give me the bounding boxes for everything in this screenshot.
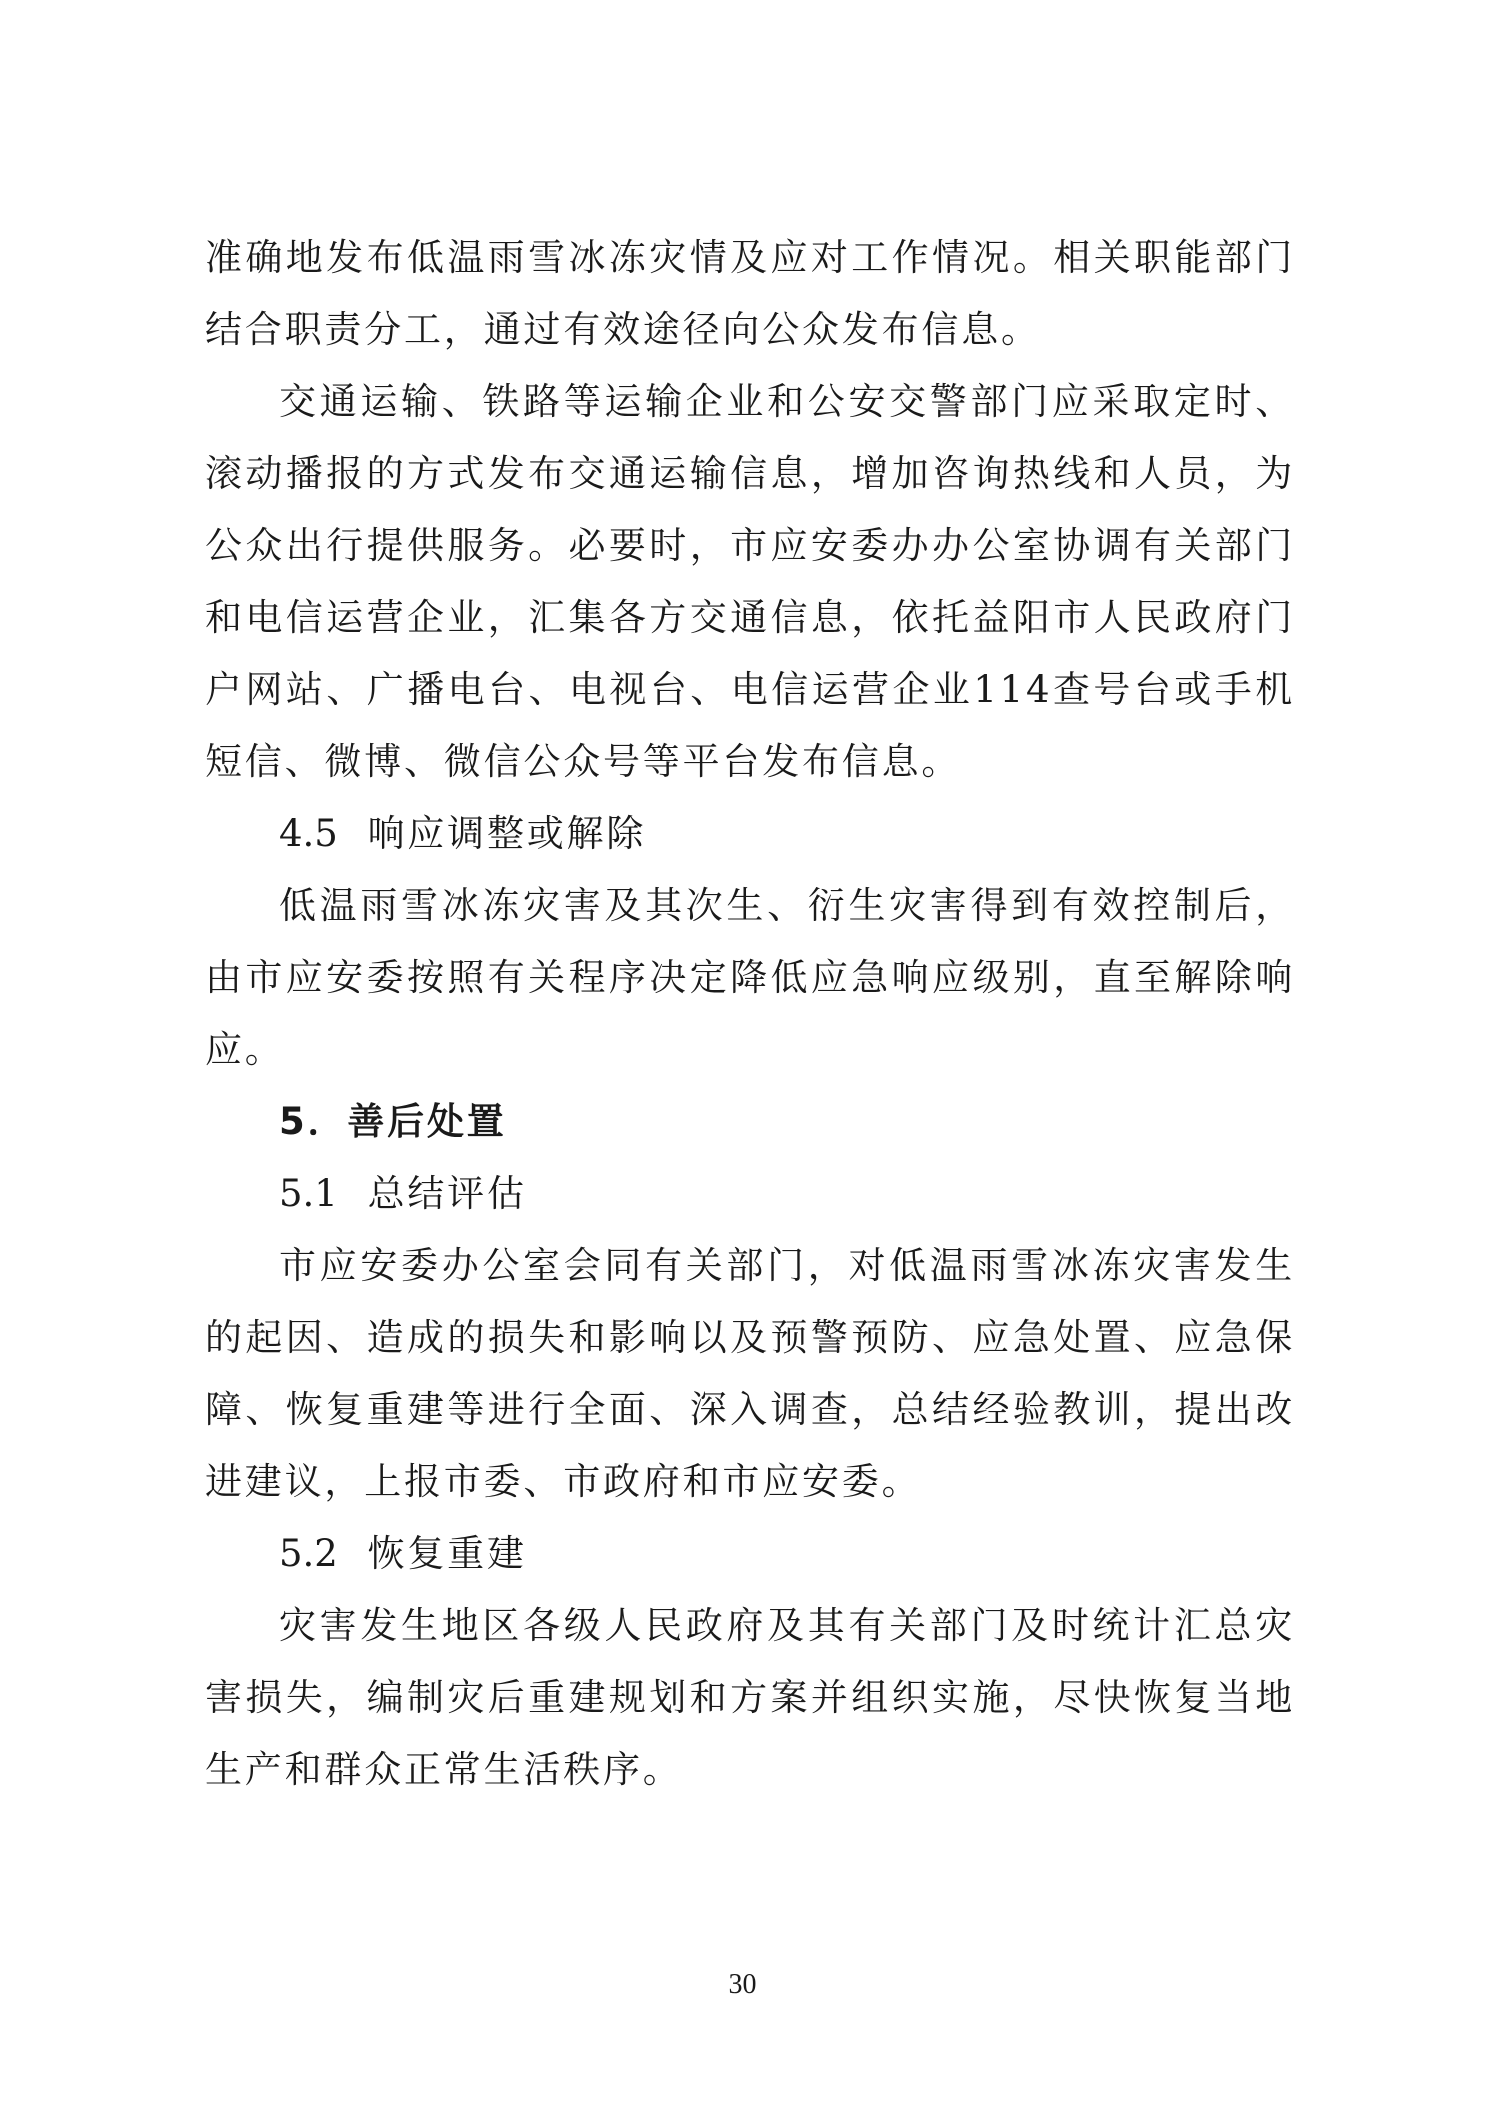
- paragraph-info-release-continued: 准确地发布低温雨雪冰冻灾情及应对工作情况。相关职能部门结合职责分工，通过有效途径向公众发布信息。: [205, 236, 1295, 351]
- heading-5-1-title: 总结评估: [367, 1172, 527, 1215]
- paragraph-response-adjust: 低温雨雪冰冻灾害及其次生、衍生灾害得到有效控制后，由市应安委按照有关程序决定降低应急响应级别，直至解除响应。: [205, 884, 1295, 1071]
- heading-4-5-number: 4.5: [279, 812, 338, 855]
- heading-4-5-title: 响应调整或解除: [367, 812, 647, 855]
- paragraph-traffic-info: 交通运输、铁路等运输企业和公安交警部门应采取定时、滚动播报的方式发布交通运输信息，增加咨询热线和人员，为公众出行提供服务。必要时，市应安委办办公室协调有关部门和电信运营企业，汇集各方交通信息，依托益阳市人民政府门户网站、广播电台、电视台、电信运营企业114查号台或手机短信、微博、微信公众号等平台发布信息。: [205, 380, 1295, 783]
- heading-5-2: [205, 1518, 1295, 1590]
- heading-5-2-number: 5.2: [279, 1532, 338, 1575]
- document-body: [205, 222, 1295, 1806]
- heading-5-title: 善后处置: [347, 1100, 507, 1143]
- heading-5-2-title: 恢复重建: [367, 1532, 527, 1575]
- heading-5-number: 5．: [279, 1100, 348, 1143]
- heading-4-5: [205, 798, 1295, 870]
- heading-5-1-number: 5.1: [279, 1172, 338, 1215]
- heading-5: [205, 1086, 1295, 1158]
- heading-5-1: [205, 1158, 1295, 1230]
- paragraph-summary-evaluation: 市应安委办公室会同有关部门，对低温雨雪冰冻灾害发生的起因、造成的损失和影响以及预警预防、应急处置、应急保障、恢复重建等进行全面、深入调查，总结经验教训，提出改进建议，上报市委、市政府和市应安委。: [205, 1244, 1295, 1503]
- page-number: 30: [728, 1969, 757, 2000]
- paragraph-recovery-rebuild: 灾害发生地区各级人民政府及其有关部门及时统计汇总灾害损失，编制灾后重建规划和方案并组织实施，尽快恢复当地生产和群众正常生活秩序。: [205, 1604, 1295, 1791]
